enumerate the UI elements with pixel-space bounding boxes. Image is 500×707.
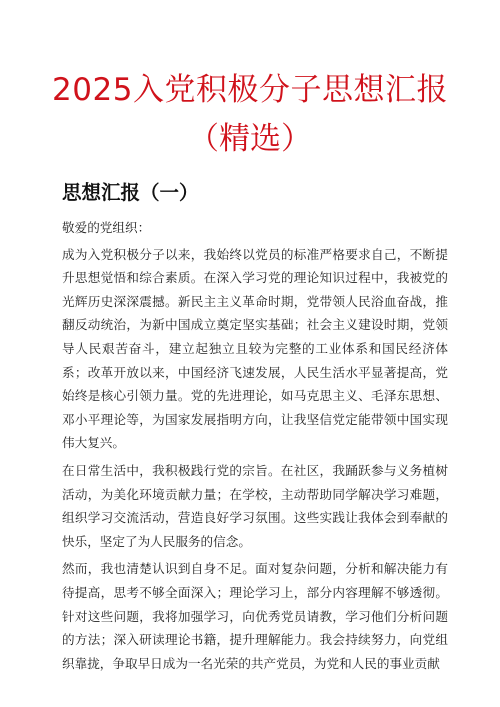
- paragraph-3: 然而，我也清楚认识到自身不足。面对复杂问题，分析和解决能力有待提高，思考不够全面深入；理论学习上，部分内容理解不够透彻。针对这些问题，我将加强学习，向优秀党员请教，学习他们分析问题的方法；深入研读理论书籍，提升理解能力。我会持续努力，向党组织靠拢，争取早日成为一名光荣的共产党员，为党和人民的事业贡献: [62, 561, 448, 671]
- document-body: [62, 216, 448, 679]
- document-title: 2025入党积极分子思想汇报: [52, 72, 448, 108]
- paragraph-1: 成为入党积极分子以来，我始终以党员的标准严格要求自己，不断提升思想觉悟和综合素质。在深入学习党的理论知识过程中，我被党的光辉历史深深震撼。新民主主义革命时期，党带领人民浴血奋战，推翻反动统治，为新中国成立奠定坚实基础；社会主义建设时期，党领导人民艰苦奋斗，建立起独立且较为完整的工业体系和国民经济体系；改革开放以来，中国经济飞速发展，人民生活水平显著提高，党始终是核心引领力量。党的先进理论，如马克思主义、毛泽东思想、邓小平理论等，为国家发展指明方向，让我坚信党定能带领中国实现伟大复兴。: [62, 246, 448, 451]
- document-subtitle: （精选）: [188, 121, 312, 157]
- section-heading: 思想汇报（一）: [62, 181, 199, 204]
- paragraph-2: 在日常生活中，我积极践行党的宗旨。在社区，我踊跃参与义务植树活动，为美化环境贡献力量；在学校，主动帮助同学解决学习难题，组织学习交流活动，营造良好学习氛围。这些实践让我体会到奉献的快乐，坚定了为人民服务的信念。: [62, 462, 448, 549]
- greeting: 敬爱的党组织：: [62, 220, 151, 235]
